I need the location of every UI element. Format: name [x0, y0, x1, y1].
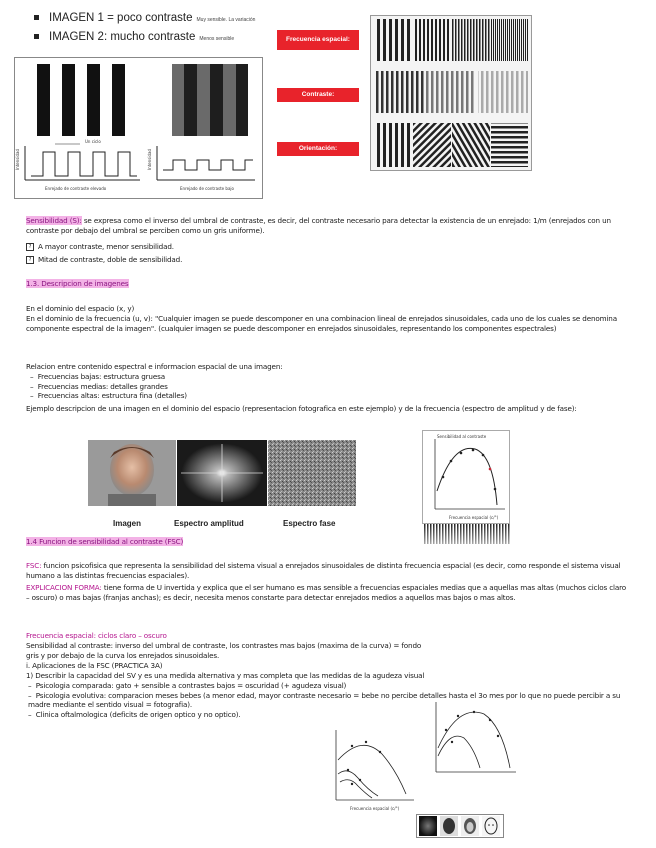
- face-2: [440, 816, 458, 836]
- fsc-curve: [437, 448, 497, 505]
- sec13-relacion: Relacion entre contenido espectral e informacion espacial de una imagen:: [26, 362, 283, 371]
- fsc-l4: 1) Describir la capacidad del SV y es una medida alternativa y mas completa que las medidas de la agudeza visual: [26, 671, 425, 680]
- orientation-row: [374, 123, 528, 167]
- face-blur-sequence: [416, 814, 504, 838]
- sensibilidad-b1: A mayor contraste, menor sensibilidad.: [38, 242, 174, 251]
- explicacion-forma: [26, 583, 631, 602]
- left-caption: Enrejado de contraste elevado: [45, 186, 107, 191]
- label-contraste: Contraste:: [277, 88, 359, 102]
- sweep-svg: [424, 524, 510, 544]
- sensibilidad-text: se expresa como el inverso del umbral de contraste, es decir, del contraste necesario para detectar la existencia de un enrejado: 1/m (enrejados con un contraste por debajo del umbral se perciben como un gris uniforme).: [26, 216, 611, 235]
- frequency-sweep-grating: [424, 524, 510, 544]
- contrast-row: [374, 71, 528, 113]
- list-item-text: Frecuencias medias: detalles grandes: [37, 381, 168, 391]
- frecuencia-espacial-term: Frecuencia espacial: ciclos claro – oscuro: [26, 631, 167, 640]
- fsc-y-label: Sensibilidad al contraste: [437, 434, 487, 439]
- low-contrast-grating: [172, 64, 248, 136]
- y-axis-label-right: Intensidad: [147, 148, 152, 170]
- face-4: [482, 816, 500, 836]
- caption-imagen: Imagen: [113, 519, 142, 528]
- low-contrast-wave: [157, 146, 255, 180]
- y-axis-label-left: Intensidad: [15, 148, 20, 170]
- checkbox-icon: ?: [26, 256, 34, 264]
- list-item-text: Frecuencias bajas: estructura gruesa: [37, 372, 165, 381]
- photo-image: [88, 440, 176, 506]
- high-contrast-grating: [37, 64, 125, 136]
- contrast-grating-figure: [14, 57, 263, 199]
- face-1: [419, 816, 437, 836]
- infant-fsc-plot: [424, 696, 520, 784]
- bullet-imagen-2: [34, 31, 234, 43]
- grating-samples-figure: [370, 15, 532, 171]
- fsc-l1: Sensibilidad al contraste: inverso del umbral de contraste, los contrastes mas bajos (maxima de la curva) = fondo: [26, 641, 422, 650]
- list-item-text: Psicologia evolutiva: comparacion meses bebes (a menor edad, mayor contraste necesario = bebe no percibe detalles hasta el 3o mes por lo que no puede percibir a su madre mediante el sentido visual = fotografia).: [28, 690, 621, 710]
- comparative-fsc-svg: [322, 724, 418, 812]
- comparative-fsc-plot: [322, 724, 418, 812]
- frequency-row: [374, 19, 528, 61]
- cycle-label: Un ciclo: [85, 139, 101, 144]
- face-3: [461, 816, 479, 836]
- list-item-text: Psicologia comparada: gato + sensible a contrastes bajos = oscuridad (+ agudeza visual): [35, 681, 347, 690]
- list-item: – Clinica oftalmologica (deficits de origen optico y no optico).: [28, 709, 241, 719]
- bullet-dot: [34, 15, 39, 20]
- label-orientacion: Orientación:: [277, 142, 359, 156]
- spectrum-images-svg: [88, 440, 356, 506]
- explicacion-term: EXPLICACION FORMA:: [26, 583, 102, 592]
- fsc-term: FSC:: [26, 561, 42, 570]
- explicacion-text: tiene forma de U invertida y explica que el ser humano es mas sensible a frecuencias espaciales medias que a aquellas mas altas (muchos ciclos claro – oscuro) o mas bajas (franjas anchas); es decir, necesita menos constarte para detectar enrejados medios a aquellos mas bajos o mas altos.: [26, 583, 627, 602]
- fsc-text: funcion psicofisica que representa la sensibilidad del sistema visual a enrejados sinusoidales de distinta frecuencia espacial (es decir, como responde el sistema visual humano a las distintas frecuencias espaciales).: [26, 561, 621, 580]
- sec13-ejemplo: Ejemplo descripcion de una imagen en el dominio del espacio (representacion fotografica en este ejemplo) y de la frecuencia (espectro de amplitud y de fase):: [26, 404, 577, 413]
- list-item: – Frecuencias bajas: estructura gruesa: [30, 372, 165, 381]
- sec13-list: [30, 372, 187, 401]
- list-item: – Psicologia evolutiva: comparacion meses bebes (a menor edad, mayor contraste necesario = bebe no percibe detalles hasta el 3o mes por lo que no puede percibir a su madre mediante el sentido visual = fotografia).: [28, 690, 621, 710]
- label-frecuencia-espacial: Frecuencia espacial:: [277, 30, 359, 50]
- sec13-p2: En el dominio de la frecuencia (u, v): "Cualquier imagen se puede descomponer en una combinacion lineal de enrejados sinusoidales, cada uno de los cuales se denomina componente espectral de la imagen". (cualquier imagen se puede descomponer en enrejados sinusoidales, representando los componentes espectrales): [26, 314, 617, 333]
- fsc-curve-svg: [423, 431, 509, 523]
- caption-espectro-amplitud: Espectro amplitud: [174, 519, 244, 528]
- list-item-text: Clinica oftalmologica (deficits de origen optico y no optico).: [35, 709, 241, 719]
- face-blur-svg: [417, 815, 503, 837]
- section-13-heading-text: 1.3. Descripcion de imagenes: [26, 279, 129, 288]
- list-item: – Frecuencias altas: estructura fina (detalles): [30, 391, 187, 401]
- fsc-l3: i. Aplicaciones de la FSC (PRACTICA 3A): [26, 661, 163, 670]
- sensibilidad-paragraph: [26, 216, 631, 235]
- list-item: – Frecuencias medias: detalles grandes: [30, 381, 168, 391]
- sensibilidad-bullet-2: [26, 255, 182, 265]
- contrast-grating-svg: [15, 58, 262, 198]
- high-contrast-wave: [25, 144, 140, 180]
- bullet-note: Muy sensible. La variación: [196, 17, 256, 23]
- fsc-l2: gris y por debajo de la curva los enrejados sinusoidales.: [26, 651, 220, 660]
- bullet-note: Menos sensible: [199, 36, 235, 42]
- right-caption: Enrejado de contraste bajo: [180, 186, 234, 191]
- fsc-definition: [26, 561, 631, 580]
- list-item-text: Frecuencias altas: estructura fina (detalles): [37, 391, 187, 401]
- fsc-applications-list: [28, 681, 631, 719]
- small-plot-x-label: Frecuencia espacial (c/°): [350, 806, 400, 811]
- list-item: – Psicologia comparada: gato + sensible a contrastes bajos = oscuridad (+ agudeza visual): [28, 681, 347, 690]
- phase-spectrum-image: [268, 440, 356, 506]
- amplitude-spectrum-image: [177, 440, 267, 506]
- bullet-label: IMAGEN 2: mucho contraste: [49, 31, 196, 43]
- sensibilidad-b2: Mitad de contraste, doble de sensibilidad.: [38, 255, 183, 264]
- caption-espectro-fase: Espectro fase: [283, 519, 336, 528]
- bullet-dot: [34, 34, 39, 39]
- infant-fsc-svg: [424, 696, 520, 784]
- bullet-label: IMAGEN 1 = poco contraste: [49, 12, 193, 24]
- section-14-heading: [26, 537, 183, 547]
- sensibilidad-bullet-1: [26, 242, 174, 252]
- fsc-curve-plot: [422, 430, 510, 524]
- sec13-p1: En el dominio del espacio (x, y): [26, 304, 135, 313]
- section-13-heading: [26, 279, 129, 289]
- sensibilidad-term: Sensibilidad (S):: [26, 216, 82, 225]
- fsc-x-label: Frecuencia espacial (c/°): [449, 515, 499, 520]
- spectrum-images: [88, 440, 356, 506]
- bullet-imagen-1: [34, 12, 255, 24]
- checkbox-icon: ?: [26, 243, 34, 251]
- grating-samples-svg: [371, 16, 531, 170]
- section-14-heading-text: 1.4 Funcion de sensibilidad al contraste (FSC): [26, 537, 184, 546]
